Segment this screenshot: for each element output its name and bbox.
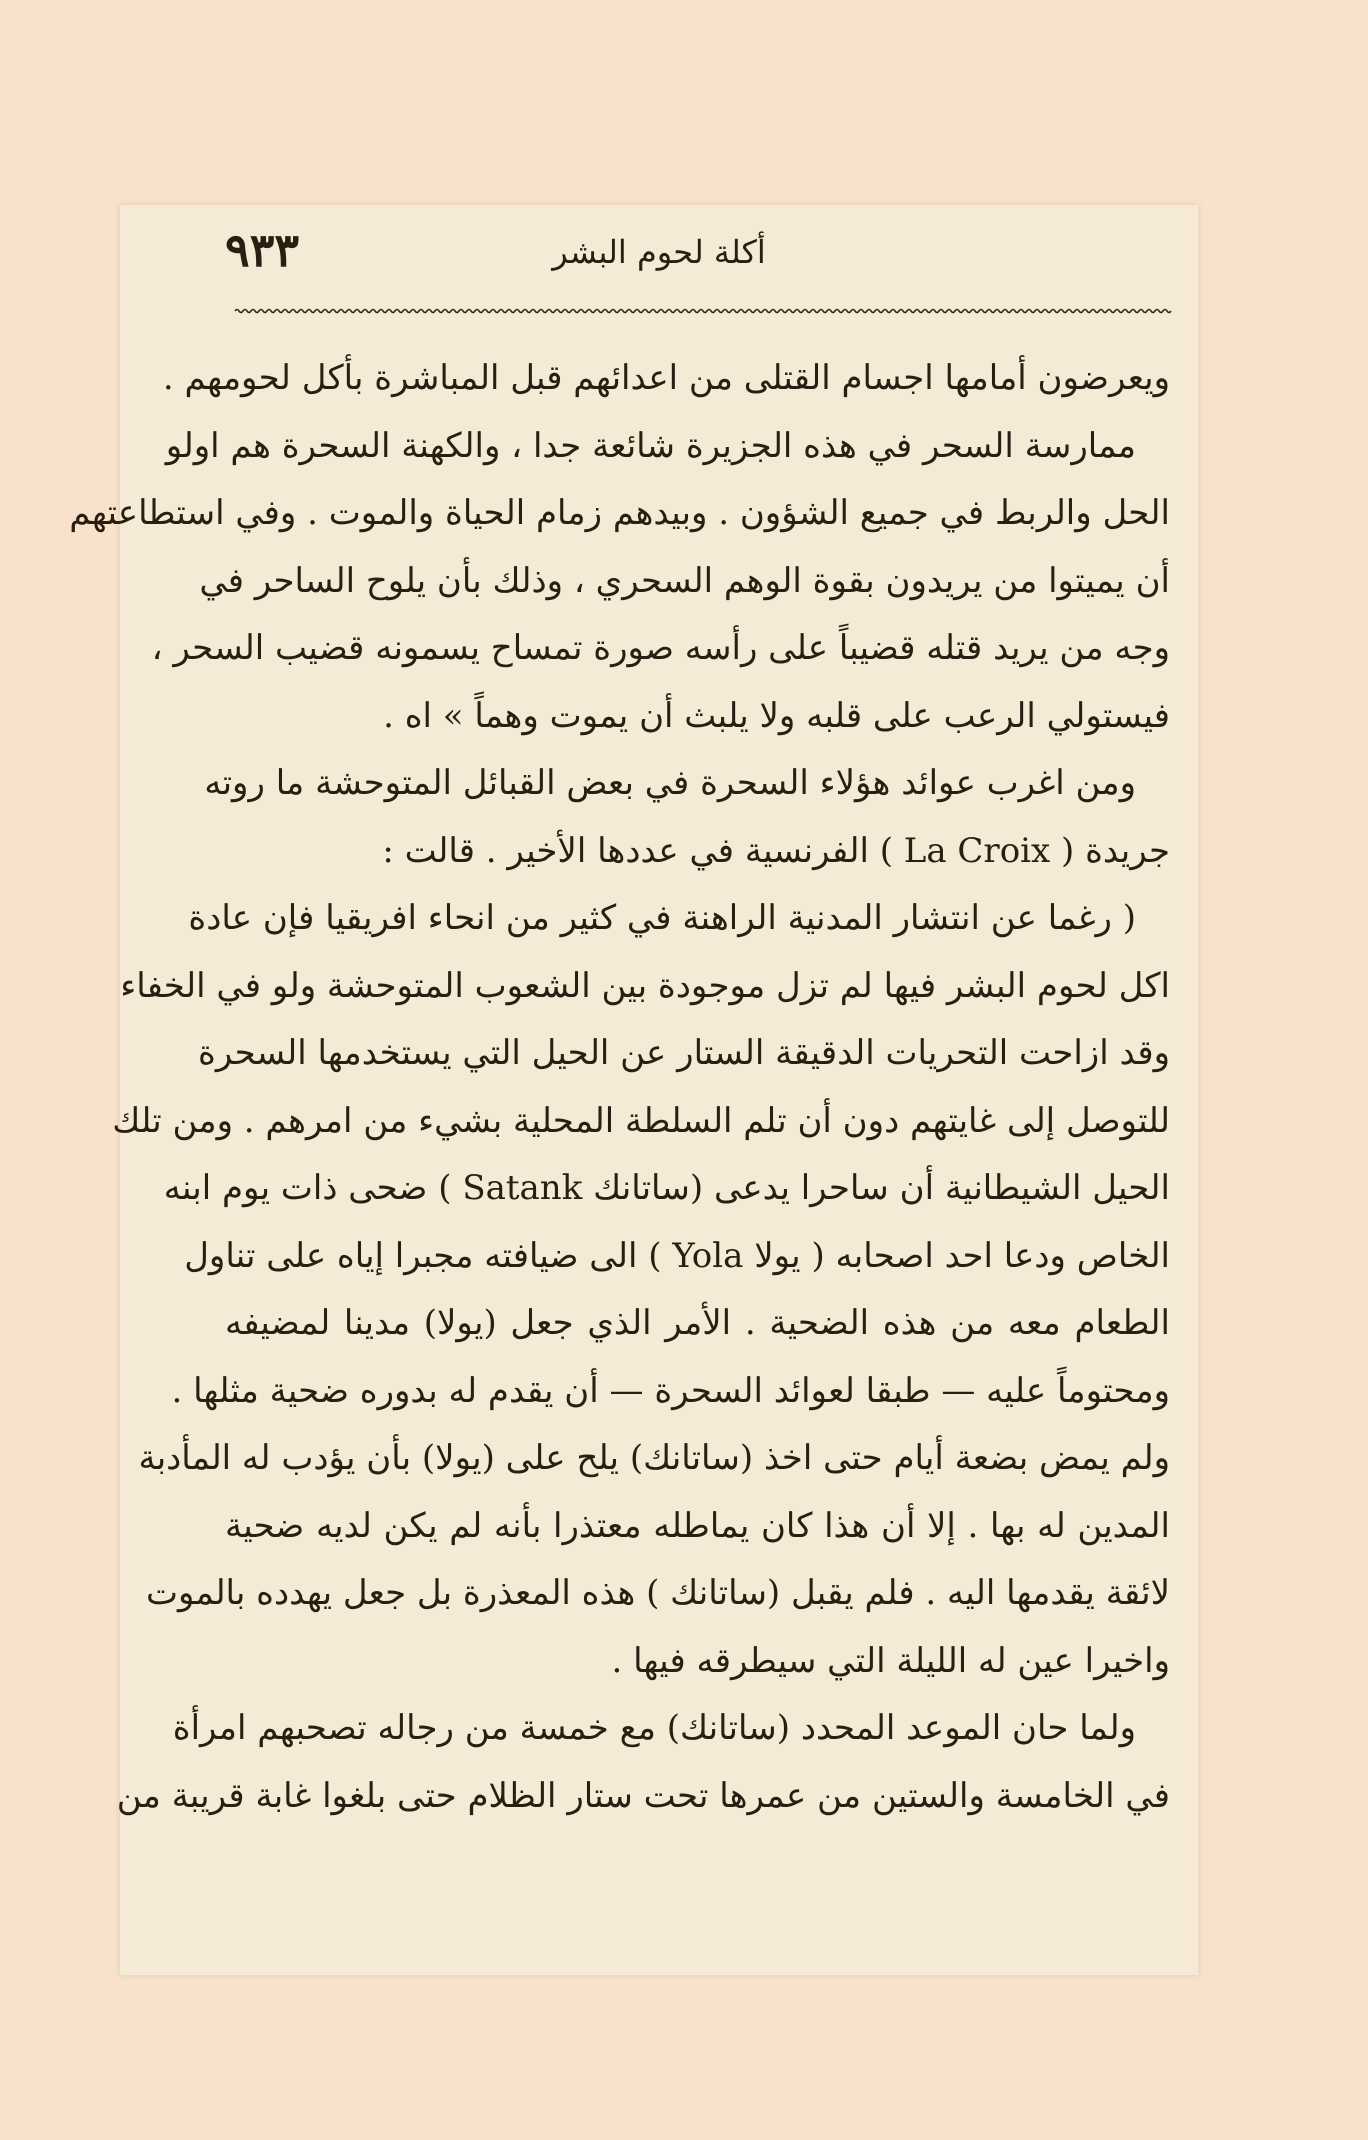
running-title: أكلة لحوم البشر	[552, 233, 766, 271]
text-line: الطعام معه من هذه الضحية . الأمر الذي جعل (يولا) مدينا لمضيفه	[225, 1303, 1170, 1343]
text-line: فيستولي الرعب على قلبه ولا يلبث أن يموت وهماً » اه .	[383, 695, 1170, 736]
text-line: اكل لحوم البشر فيها لم تزل موجودة بين الشعوب المتوحشة ولو في الخفاء	[120, 965, 1170, 1006]
text-line: وقد ازاحت التحريات الدقيقة الستار عن الحيل التي يستخدمها السحرة	[198, 1033, 1170, 1073]
text-line: ويعرضون أمامها اجسام القتلى من اعدائهم قبل المباشرة بأكل لحومهم .	[162, 358, 1170, 398]
text-line: ومحتوماً عليه — طبقا لعوائد السحرة — أن يقدم له بدوره ضحية مثلها .	[171, 1370, 1170, 1411]
text-line: للتوصل إلى غايتهم دون أن تلم السلطة المحلية بشيء من امرهم . ومن تلك	[112, 1100, 1170, 1141]
page-header	[120, 223, 1198, 293]
scanned-page	[69, 205, 1198, 1975]
text-line: المدين له بها . إلا أن هذا كان يماطله معتذرا بأنه لم يكن لديه ضحية	[225, 1505, 1170, 1546]
wavy-divider-rule	[235, 305, 1167, 317]
text-line: لائقة يقدمها اليه . فلم يقبل (ساتانك ) هذه المعذرة بل جعل يهدده بالموت	[145, 1573, 1170, 1613]
text-line: ممارسة السحر في هذه الجزيرة شائعة جدا ، والكهنة السحرة هم اولو	[165, 425, 1136, 466]
text-line: ( رغما عن انتشار المدنية الراهنة في كثير من انحاء افريقيا فإن عادة	[188, 898, 1136, 938]
text-line: ولم يمض بضعة أيام حتى اخذ (ساتانك) يلح على (يولا) بأن يؤدب له المأدبة	[138, 1438, 1170, 1478]
text-line: أن يميتوا من يريدون بقوة الوهم السحري ، وذلك بأن يلوح الساحر في	[199, 560, 1170, 601]
text-line: في الخامسة والستين من عمرها تحت ستار الظلام حتى بلغوا غابة قريبة من	[116, 1775, 1170, 1816]
body-text	[69, 345, 1170, 1830]
page-number: ٩٣٣	[225, 223, 300, 277]
text-line: ولما حان الموعد المحدد (ساتانك) مع خمسة من رجاله تصحبهم امرأة	[172, 1708, 1136, 1748]
text-line: الخاص ودعا احد اصحابه ( يولا Yola ) الى ضيافته مجبرا إياه على تناول	[184, 1235, 1170, 1276]
text-line: واخيرا عين له الليلة التي سيطرقه فيها .	[611, 1640, 1170, 1681]
text-line: جريدة ( La Croix ) الفرنسية في عددها الأخير . قالت :	[382, 830, 1170, 871]
text-line: ومن اغرب عوائد هؤلاء السحرة في بعض القبائل المتوحشة ما روته	[204, 763, 1136, 803]
text-line: الحيل الشيطانية أن ساحرا يدعى (ساتانك Satank ) ضحى ذات يوم ابنه	[163, 1168, 1170, 1208]
text-line: الحل والربط في جميع الشؤون . وبيدهم زمام الحياة والموت . وفي استطاعتهم	[69, 493, 1170, 533]
text-line: وجه من يريد قتله قضيباً على رأسه صورة تمساح يسمونه قضيب السحر ،	[151, 628, 1170, 668]
